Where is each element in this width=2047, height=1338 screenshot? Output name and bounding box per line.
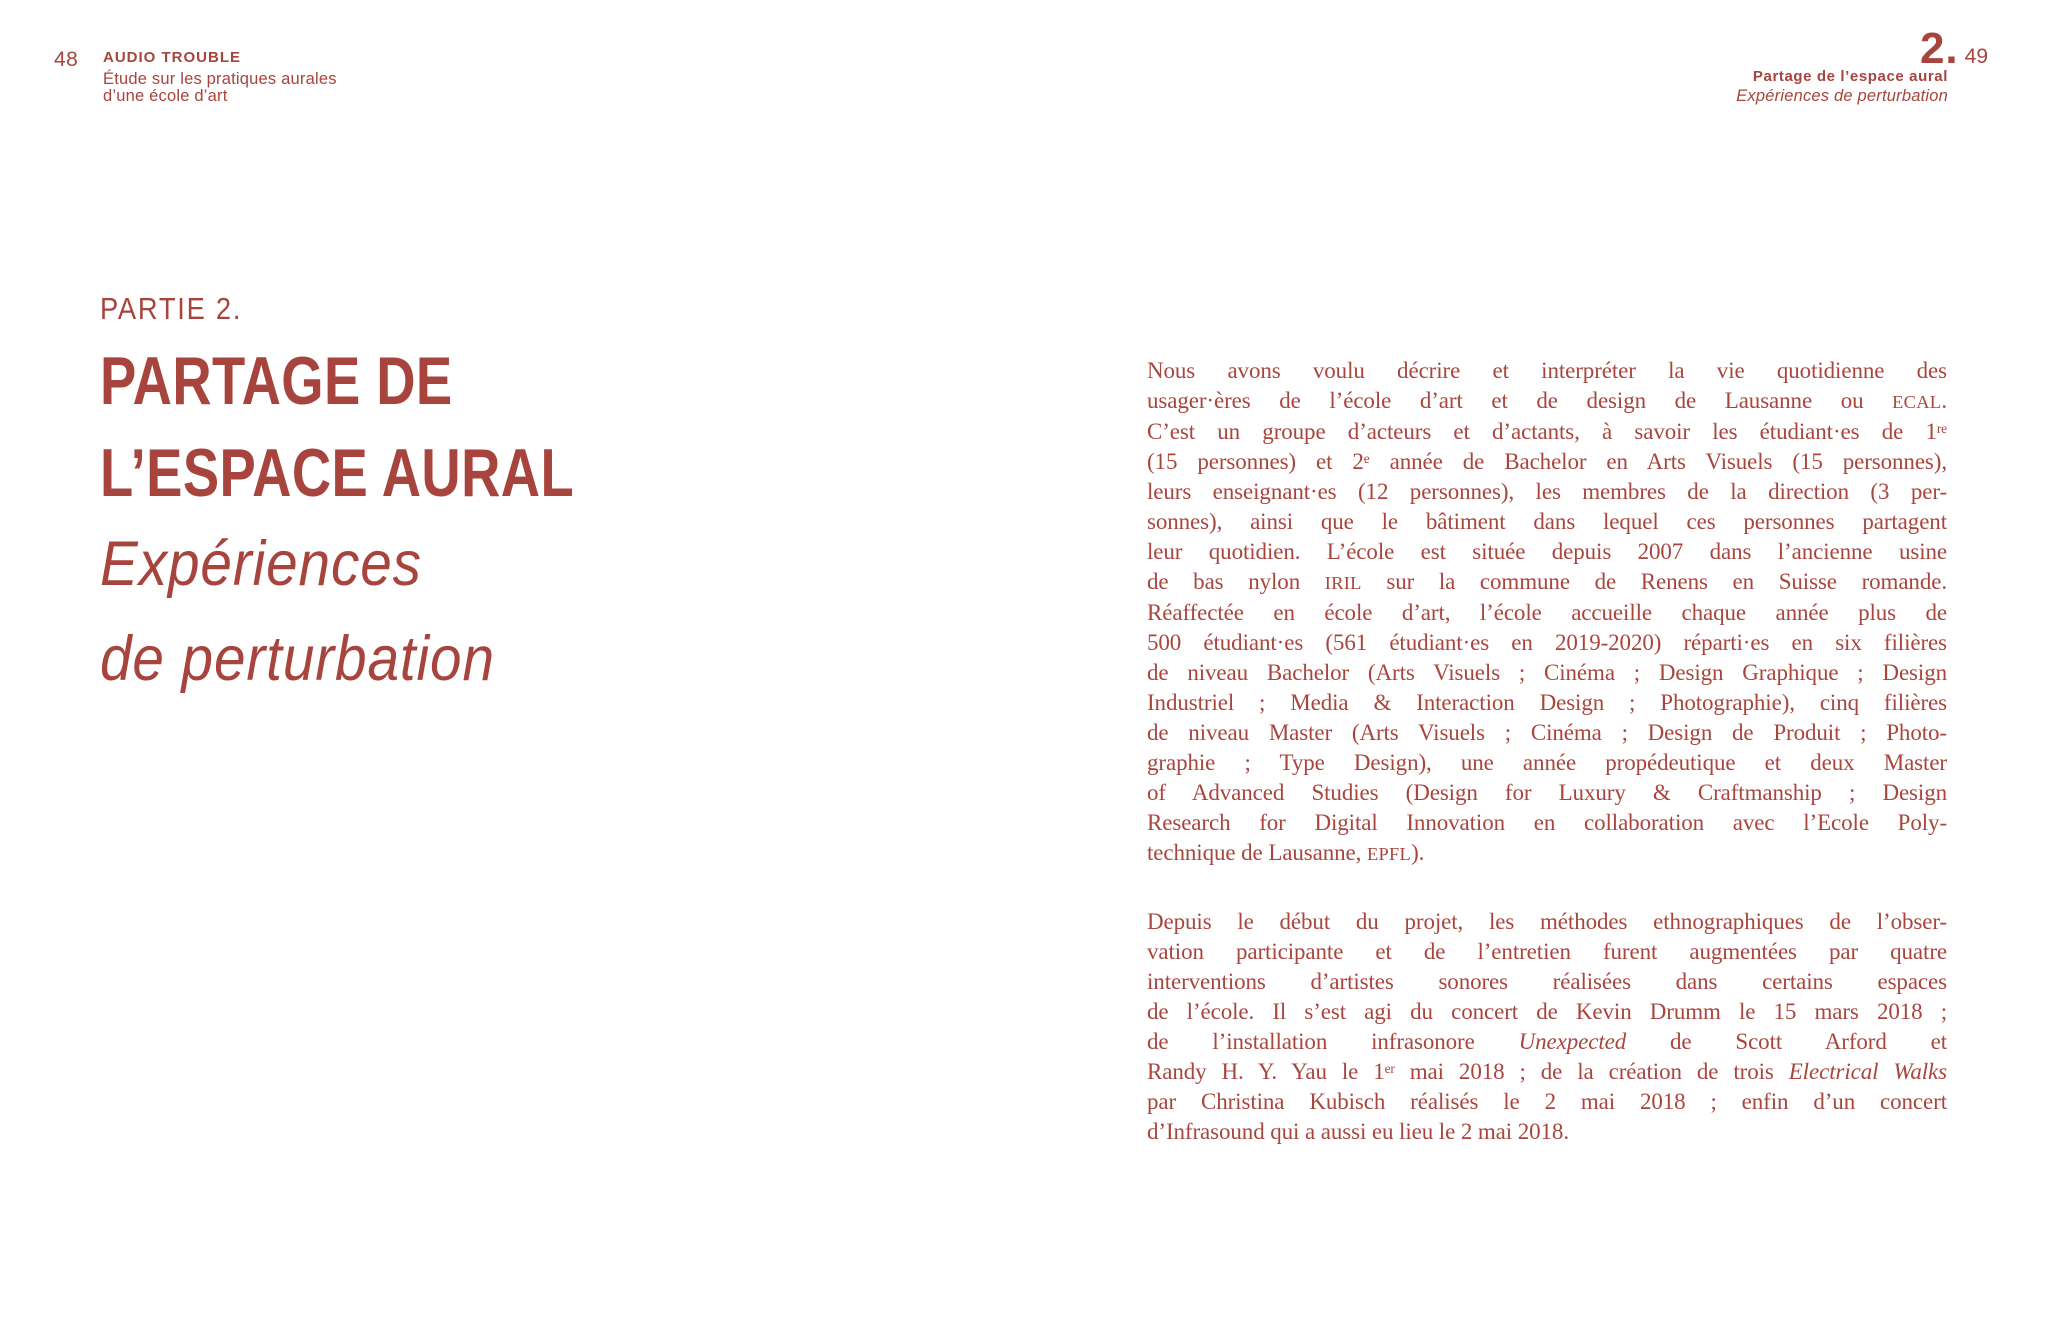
body-text	[1147, 356, 1947, 1147]
text-line: leur quotidien. L’école est située depuis 2007 dans l’ancienne usine	[1147, 539, 1947, 564]
text-line: Research for Digital Innovation en collaboration avec l’Ecole Poly-	[1147, 810, 1947, 835]
text-line: de bas nylon IRIL sur la commune de Renens en Suisse romande.	[1147, 569, 1947, 594]
text-line: 500 étudiant·es (561 étudiant·es en 2019-2020) réparti·es en six filières	[1147, 630, 1947, 655]
text-line: Réaffectée en école d’art, l’école accueille chaque année plus de	[1147, 600, 1947, 625]
text-line: Depuis le début du projet, les méthodes ethnographiques de l’obser-	[1147, 909, 1947, 934]
chapter-subtitle-line1: Expériences	[100, 529, 422, 599]
chapter-subtitle	[100, 517, 495, 707]
text-line: vation participante et de l’entretien furent augmentées par quatre	[1147, 939, 1947, 964]
left-running-header	[103, 49, 337, 106]
chapter-subtitle-line2: de perturbation	[100, 624, 495, 694]
text-line: usager·ères de l’école d’art et de design de Lausanne ou ECAL.	[1147, 388, 1947, 413]
text-line: de niveau Bachelor (Arts Visuels ; Cinéma ; Design Graphique ; Design	[1147, 660, 1947, 685]
running-chapter-title: Partage de l’espace aural	[1752, 68, 1948, 85]
chapter-number: 2.	[1919, 24, 1959, 73]
chapter-title	[100, 335, 574, 519]
book-subtitle-line2: d’une école d’art	[103, 87, 228, 105]
running-chapter-subtitle: Expériences de perturbation	[1736, 86, 1948, 105]
book-subtitle-line1: Étude sur les pratiques aurales	[103, 69, 337, 88]
text-line: (15 personnes) et 2e année de Bachelor en Arts Visuels (15 personnes),	[1147, 449, 1947, 474]
text-line: Nous avons voulu décrire et interpréter la vie quotidienne des	[1147, 358, 1947, 383]
text-line: technique de Lausanne, EPFL).	[1147, 840, 1425, 865]
text-line: interventions d’artistes sonores réalisées dans certains espaces	[1147, 969, 1947, 994]
paragraph	[1147, 907, 1947, 1147]
part-label: PARTIE 2.	[100, 291, 243, 326]
text-line: graphie ; Type Design), une année propédeutique et deux Master	[1147, 750, 1947, 775]
text-line: de l’installation infrasonore Unexpected de Scott Arford et	[1147, 1029, 1947, 1054]
text-line: par Christina Kubisch réalisés le 2 mai 2018 ; enfin d’un concert	[1147, 1089, 1947, 1114]
right-page-number: 49	[1964, 45, 1988, 68]
book-title: AUDIO TROUBLE	[103, 49, 241, 66]
chapter-title-line1: PARTAGE DE	[100, 343, 453, 419]
text-line: C’est un groupe d’acteurs et d’actants, à savoir les étudiant·es de 1re	[1147, 419, 1947, 444]
chapter-number-group	[1920, 24, 1988, 74]
left-page-number: 48	[54, 48, 79, 71]
text-line: d’Infrasound qui a aussi eu lieu le 2 mai 2018.	[1147, 1119, 1569, 1144]
text-line: Industriel ; Media & Interaction Design ; Photographie), cinq filières	[1147, 690, 1947, 715]
text-line: de niveau Master (Arts Visuels ; Cinéma ; Design de Produit ; Photo-	[1147, 720, 1947, 745]
right-running-header	[1736, 69, 1948, 104]
text-line: of Advanced Studies (Design for Luxury & Craftmanship ; Design	[1147, 780, 1947, 805]
text-line: leurs enseignant·es (12 personnes), les membres de la direction (3 per-	[1147, 479, 1947, 504]
text-line: sonnes), ainsi que le bâtiment dans lequel ces personnes partagent	[1147, 509, 1947, 534]
text-line: Randy H. Y. Yau le 1er mai 2018 ; de la création de trois Electrical Walks	[1147, 1059, 1947, 1084]
chapter-title-line2: L’ESPACE AURAL	[100, 435, 575, 511]
paragraph	[1147, 356, 1947, 869]
text-line: de l’école. Il s’est agi du concert de Kevin Drumm le 15 mars 2018 ;	[1147, 999, 1947, 1024]
